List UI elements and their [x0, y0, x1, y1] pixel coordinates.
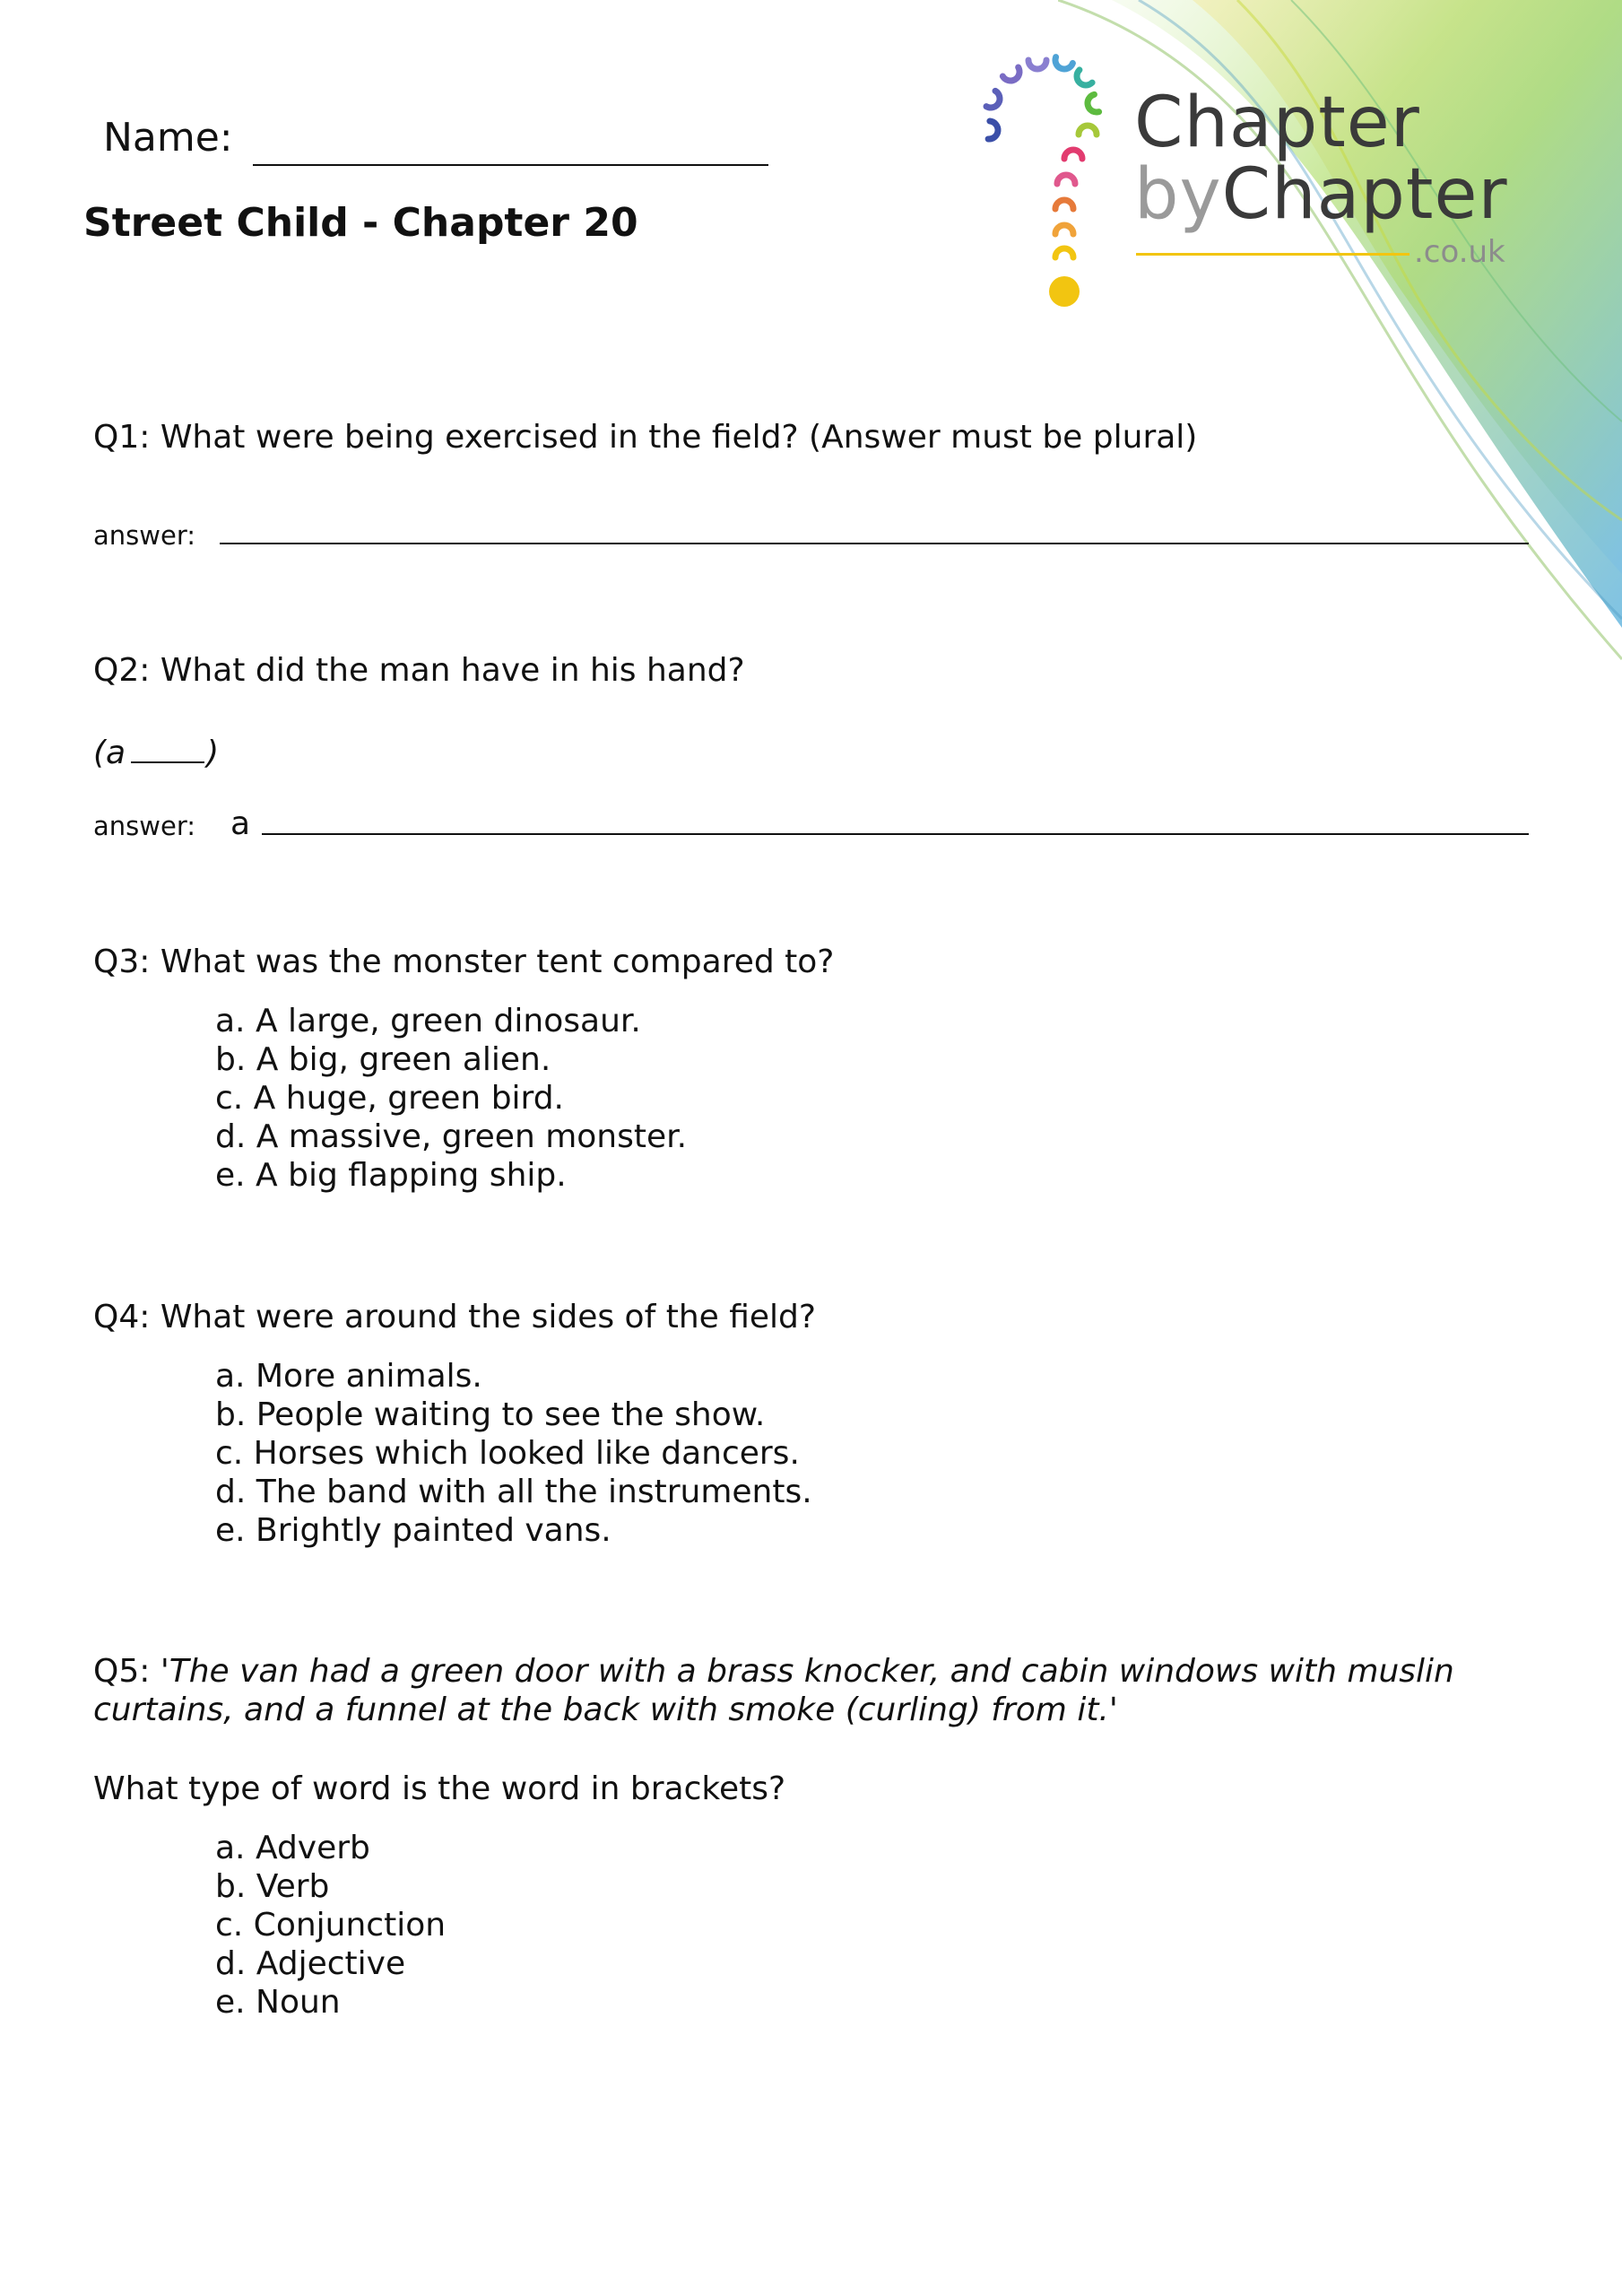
name-label: Name: — [103, 115, 233, 161]
option-a[interactable]: a. More animals. — [215, 1358, 482, 1395]
question-text: What did the man have in his hand? — [160, 652, 745, 689]
option-a[interactable]: a. A large, green dinosaur. — [215, 1003, 641, 1039]
logo-word-by: by — [1134, 154, 1222, 235]
question-quote-line-1: 'The van had a green door with a brass knocker, and cabin windows with muslin — [160, 1653, 1454, 1690]
logo-word-chapter: Chapter — [1134, 83, 1420, 163]
answer-line-q2[interactable] — [262, 833, 1529, 835]
hint-close: ) — [206, 735, 220, 771]
option-c[interactable]: c. Conjunction — [215, 1907, 447, 1944]
hint-blank — [131, 735, 204, 763]
name-input-line[interactable] — [253, 164, 768, 166]
question-quote-line-2: curtains, and a funnel at the back with smoke (curling) from it.' — [93, 1692, 1118, 1728]
question-4-options — [215, 1357, 812, 1550]
question-5-text: What type of word is the word in brackets? — [93, 1770, 786, 1807]
hint-open: (a — [93, 735, 126, 771]
answer-prefix: a — [230, 805, 251, 842]
question-3 — [93, 943, 834, 982]
question-4 — [93, 1298, 816, 1337]
option-c[interactable]: c. Horses which looked like dancers. — [215, 1435, 800, 1472]
option-b[interactable]: b. A big, green alien. — [215, 1041, 551, 1078]
question-number: Q1: — [93, 419, 151, 456]
question-text: What were around the sides of the field? — [160, 1299, 817, 1335]
answer-label: answer: — [93, 520, 196, 551]
question-text: What was the monster tent compared to? — [160, 944, 835, 980]
option-c[interactable]: c. A huge, green bird. — [215, 1080, 565, 1117]
logo-wordmark — [1134, 83, 1538, 276]
question-1 — [93, 418, 1197, 457]
question-5-options — [215, 1829, 446, 2022]
answer-line-q1[interactable] — [220, 543, 1529, 544]
option-d[interactable]: d. The band with all the instruments. — [215, 1474, 812, 1510]
option-b[interactable]: b. Verb — [215, 1868, 330, 1905]
page-title: Street Child - Chapter 20 — [83, 200, 638, 246]
question-number: Q2: — [93, 652, 151, 689]
answer-label: answer: — [93, 811, 196, 841]
chapter-by-chapter-logo-icon — [964, 49, 1116, 318]
option-a[interactable]: a. Adverb — [215, 1830, 370, 1866]
option-d[interactable]: d. A massive, green monster. — [215, 1118, 688, 1155]
option-e[interactable]: e. Noun — [215, 1984, 341, 2021]
option-e[interactable]: e. Brightly painted vans. — [215, 1512, 612, 1549]
question-3-options — [215, 1002, 687, 1195]
option-b[interactable]: b. People waiting to see the show. — [215, 1396, 766, 1433]
question-text: What were being exercised in the field? (Answer must be plural) — [160, 419, 1198, 456]
question-5 — [93, 1652, 1454, 1692]
logo-word-chapter-second: Chapter — [1221, 154, 1508, 235]
logo-underline — [1136, 253, 1409, 256]
question-number: Q5: — [93, 1653, 151, 1690]
option-d[interactable]: d. Adjective — [215, 1945, 406, 1982]
option-e[interactable]: e. A big flapping ship. — [215, 1157, 567, 1194]
question-number: Q3: — [93, 944, 151, 980]
logo-domain: .co.uk — [1414, 234, 1505, 270]
question-2-hint — [93, 734, 219, 773]
logo-word-bychapter — [1134, 154, 1508, 235]
question-number: Q4: — [93, 1299, 151, 1335]
question-2 — [93, 651, 745, 691]
